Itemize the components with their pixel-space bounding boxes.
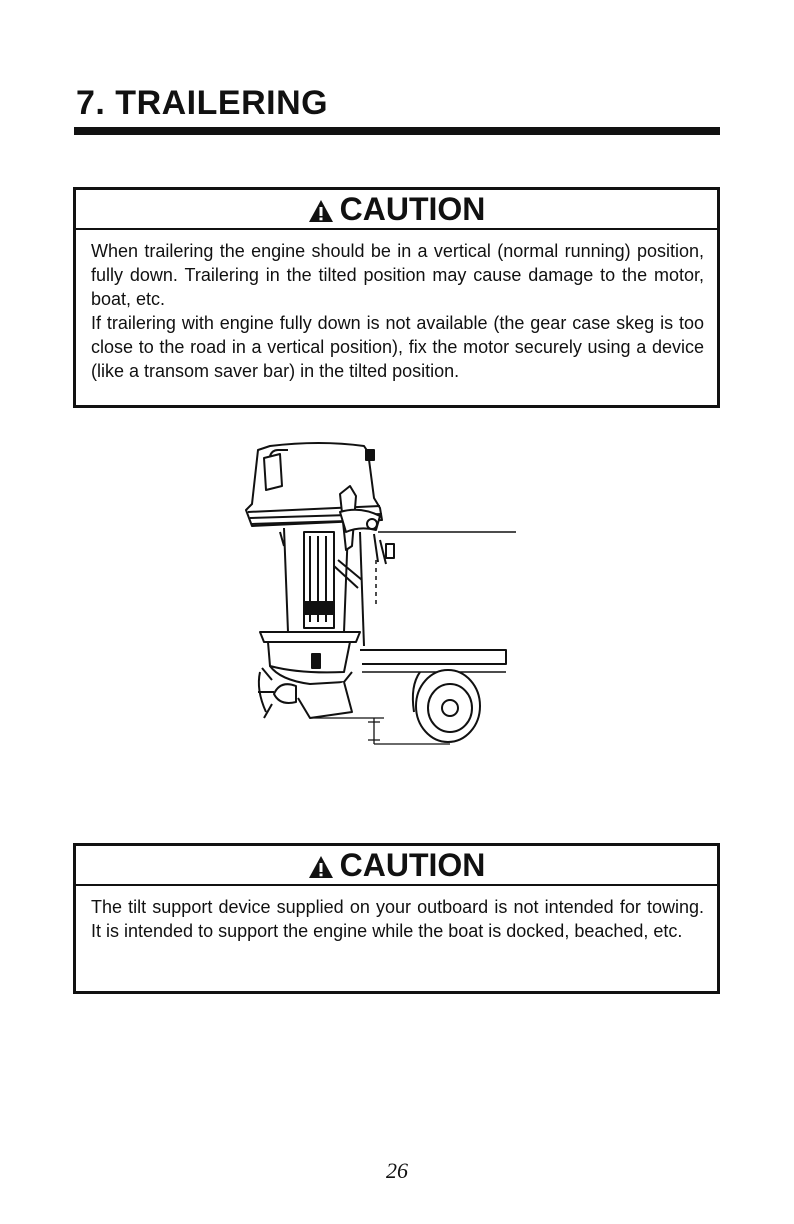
caution-paragraph: If trailering with engine fully down is not available (the gear case skeg is too close to the road in a vertical position), fix the motor securely using a device (like a transom saver bar) in the tilted position. bbox=[91, 313, 704, 381]
title-rule bbox=[74, 127, 720, 135]
caution-body bbox=[76, 886, 717, 991]
caution-paragraph: When trailering the engine should be in a vertical (normal running) position, fully down. Trailering in the tilted position may cause damage to the motor, boat, etc. bbox=[91, 241, 704, 309]
trailer bbox=[360, 650, 506, 742]
caution-header bbox=[76, 190, 717, 230]
page-title: 7. TRAILERING bbox=[76, 84, 329, 122]
lower-unit bbox=[258, 632, 360, 718]
warning-triangle-icon bbox=[308, 855, 334, 879]
caution-title: CAUTION bbox=[339, 190, 486, 227]
caution-paragraph: The tilt support device supplied on your outboard is not intended for towing. It is intended to support the engine while the boat is docked, beached, etc. bbox=[91, 897, 704, 941]
caution-header bbox=[76, 846, 717, 886]
boat-transom bbox=[376, 532, 516, 606]
caution-title: CAUTION bbox=[339, 846, 486, 883]
outboard-motor-on-trailer-illustration bbox=[240, 436, 530, 751]
caution-body bbox=[76, 230, 717, 405]
page-number: 26 bbox=[386, 1158, 408, 1183]
caution-box-trailering bbox=[73, 187, 720, 408]
warning-triangle-icon bbox=[308, 199, 334, 223]
caution-box-tilt-support bbox=[73, 843, 720, 994]
